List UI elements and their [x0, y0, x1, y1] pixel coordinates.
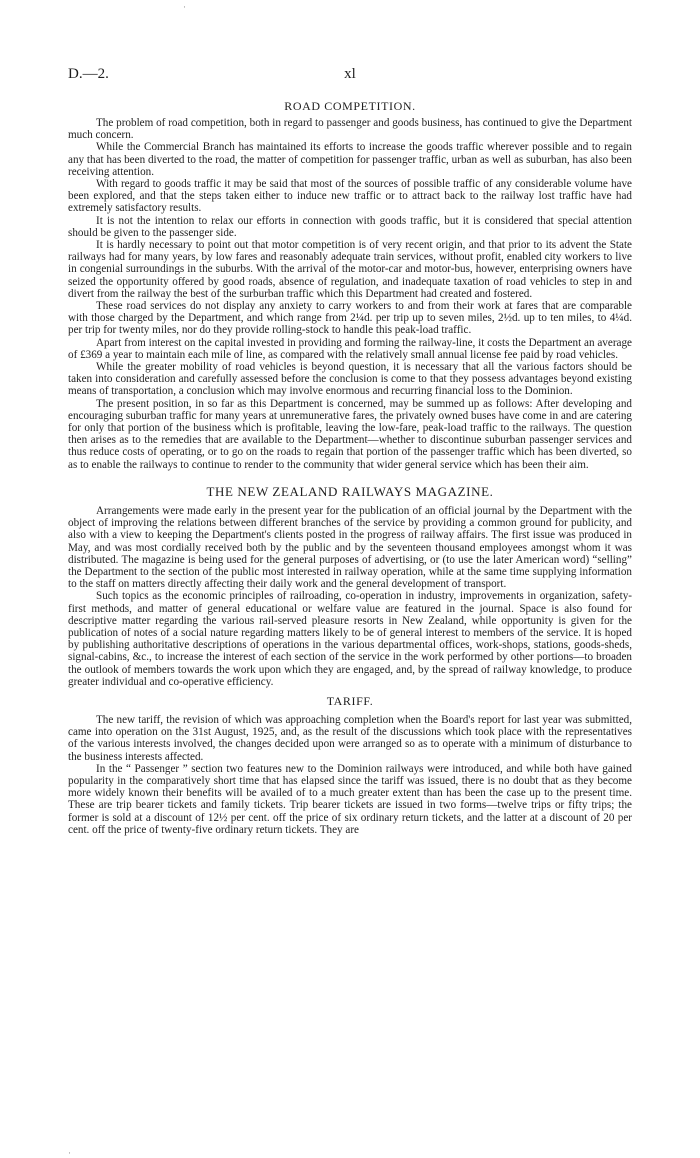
paragraph: While the greater mobility of road vehicles is beyond question, it is necessary that all the various factors should be taken into consideration and carefully assessed before the conclusion is come to that they possess advantages beyond existing means of transportation, a conclusion which may involve enormous and recurring financial loss to the Dominion.: [68, 361, 632, 398]
scan-mark: ·: [183, 2, 186, 12]
paragraph: With regard to goods traffic it may be said that most of the sources of possible traffic of any considerable volume have been explored, and that the steps taken either to induce new traffic or to attract back to the railway lost traffic have had extremely satisfactory results.: [68, 178, 632, 215]
paragraph: The problem of road competition, both in regard to passenger and goods business, has continued to give the Department much concern.: [68, 117, 632, 142]
document-body: [68, 99, 632, 836]
paragraph: Such topics as the economic principles of railroading, co-operation in industry, improvements in organization, safety-first methods, and matter of general educational or welfare value are featured in the journal. Space is also found for descriptive matter regarding the various rail-served pleasure resorts in New Zealand, while opportunity is given for the publication of notes of a social nature regarding matters likely to be of general interest to members of the service. It is hoped by publishing authoritative descriptions of operations in the various departmental offices, work-shops, stations, goods-sheds, signal-cabins, &c., to increase the interest of each section of the service in the work performed by other portions—to broaden the outlook of members towards the work upon which they are engaged, and, by the spread of railway knowledge, to produce greater individual and co-operative efficiency.: [68, 590, 632, 688]
paragraph: Arrangements were made early in the present year for the publication of an official journal by the Department with the object of improving the relations between different branches of the service by providing a common ground for publicity, and also with a view to keeping the Department's clients posted in the progress of railway affairs. The first issue was produced in May, and was most cordially received both by the public and by the seventeen thousand employees amongst whom it was distributed. The magazine is being used for the general purposes of advertising, or (to use the later American word) “selling” the Department to the section of the public most interested in railway operation, while at the same time supplying information to the staff on matters directly affecting their daily work and the general development of transport.: [68, 504, 632, 591]
document-reference: D.—2.: [68, 66, 109, 82]
paragraph: The present position, in so far as this Department is concerned, may be summed up as follows: After developing and encouraging suburban traffic for many years at unremunerative fares, the privately owned buses have come in and are catering for only that portion of the business which is profitable, leaving the low-fare, peak-load traffic to the railways. The question then arises as to the remedies that are available to the Department—whether to discontinue suburban passenger services and thus reduce costs of operating, or to go on the roads to regain that portion of the passenger traffic which has been diverted, so as to enable the railways to continue to render to the community that wider general service which has been their aim.: [68, 397, 632, 471]
paragraph: Apart from interest on the capital invested in providing and forming the railway-line, it costs the Department an average of £369 a year to maintain each mile of line, as compared with the relatively small annual license fee paid by road vehicles.: [68, 336, 632, 361]
section-title: TARIFF.: [326, 693, 374, 708]
paragraph: In the “ Passenger ” section two features new to the Dominion railways were introduced, and while both have gained popularity in the comparatively short time that has elapsed since the tariff was issued, there is no doubt that as they become more widely known their benefits will be availed of to a much greater extent than has been the case up to the present time. These are trip bearer tickets and family tickets. Trip bearer tickets are issued in two forms—twelve trips or fifty trips; the former is sold at a discount of 12½ per cent. off the price of six ordinary return tickets, and the latter at a discount of 20 per cent. off the price of twenty-five ordinary return tickets. They are: [68, 762, 632, 836]
section-railways-magazine: [68, 485, 632, 688]
page-header: [68, 66, 632, 84]
paragraph: The new tariff, the revision of which was approaching completion when the Board's report for last year was submitted, came into operation on the 31st August, 1925, and, as the result of the discussions which took place with the representatives of the various interests involved, the changes decided upon were arranged so as to operate with a minimum of disturbance to the business interests affected.: [68, 713, 632, 763]
section-title: THE NEW ZEALAND RAILWAYS MAGAZINE.: [206, 483, 494, 499]
scan-mark: ·: [68, 1148, 71, 1158]
section-road-competition: [68, 99, 632, 471]
paragraph: It is not the intention to relax our efforts in connection with goods traffic, but it is considered that special attention should be given to the passenger side.: [68, 214, 632, 239]
paragraph: While the Commercial Branch has maintained its efforts to increase the goods traffic wherever possible and to regain any that has been diverted to the road, the matter of competition for passenger traffic, urban as well as suburban, has also been receiving attention.: [68, 141, 632, 178]
section-tariff: [68, 694, 632, 836]
page-number: xl: [344, 66, 356, 82]
paragraph: It is hardly necessary to point out that motor competition is of very recent origin, and that prior to its advent the State railways had for many years, by low fares and reasonably adequate train services, without profit, enabled city workers to live in congenial surroundings in the suburbs. With the arrival of the motor-car and motor-bus, however, enterprising owners have seized the opportunity offered by good roads, absence of regulation, and inadequate taxation of road vehicles to step in and divert from the railway the best of the surburban traffic which this Department had created and fostered.: [68, 239, 632, 300]
paragraph: These road services do not display any anxiety to carry workers to and from their work at fares that are comparable with those charged by the Department, and which range from 2¼d. per trip up to seven miles, 2½d. up to ten miles, to 4¼d. per trip for twenty miles, nor do they provide rolling-stock to handle this peak-load traffic.: [68, 300, 632, 337]
section-title: ROAD COMPETITION.: [284, 99, 416, 113]
